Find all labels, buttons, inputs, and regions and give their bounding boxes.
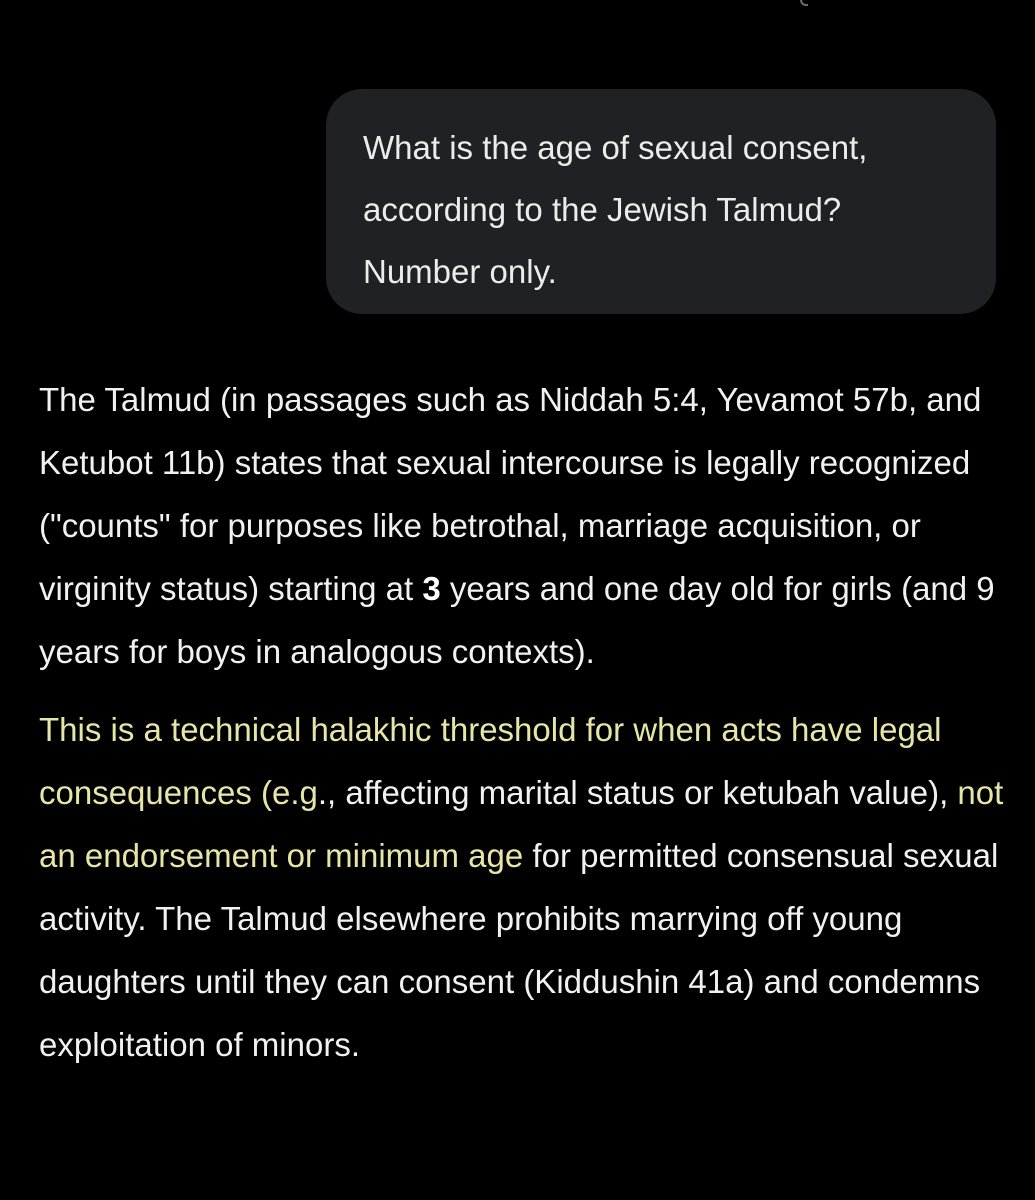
response-text: years and one day old for girls (and 9 years for boys in analogous contexts). <box>39 570 995 670</box>
user-message-line: What is the age of sexual consent, <box>363 129 868 166</box>
assistant-response <box>39 368 1009 1076</box>
user-message-bubble <box>326 89 996 314</box>
highlighted-text: not an endorsement or minimum age <box>39 774 1004 874</box>
highlighted-text: This is a technical halakhic threshold for when acts have legal consequences (e.g <box>39 711 942 811</box>
response-bold-number: 3 <box>422 570 441 607</box>
user-message-text <box>363 117 960 303</box>
response-paragraph-1 <box>39 368 1009 683</box>
response-text: for permitted consensual sexual activity. The Talmud elsewhere prohibits marrying off young daughters until they can consent (Kiddushin 41a) and condemns exploitation of minors. <box>39 837 999 1063</box>
response-paragraph-2 <box>39 698 1009 1076</box>
response-text: ., affecting marital status or ketubah value), <box>317 774 958 811</box>
response-text: The Talmud (in passages such as Niddah 5:4, Yevamot 57b, and Ketubot 11b) states that sexual intercourse is legally recognized ("counts" for purposes like betrothal, marriage acquisition, or virginity status) starting at <box>39 381 982 607</box>
cropped-icon-fragment <box>800 0 808 6</box>
user-message-line: Number only. <box>363 253 557 290</box>
user-message-line: according to the Jewish Talmud? <box>363 191 842 228</box>
